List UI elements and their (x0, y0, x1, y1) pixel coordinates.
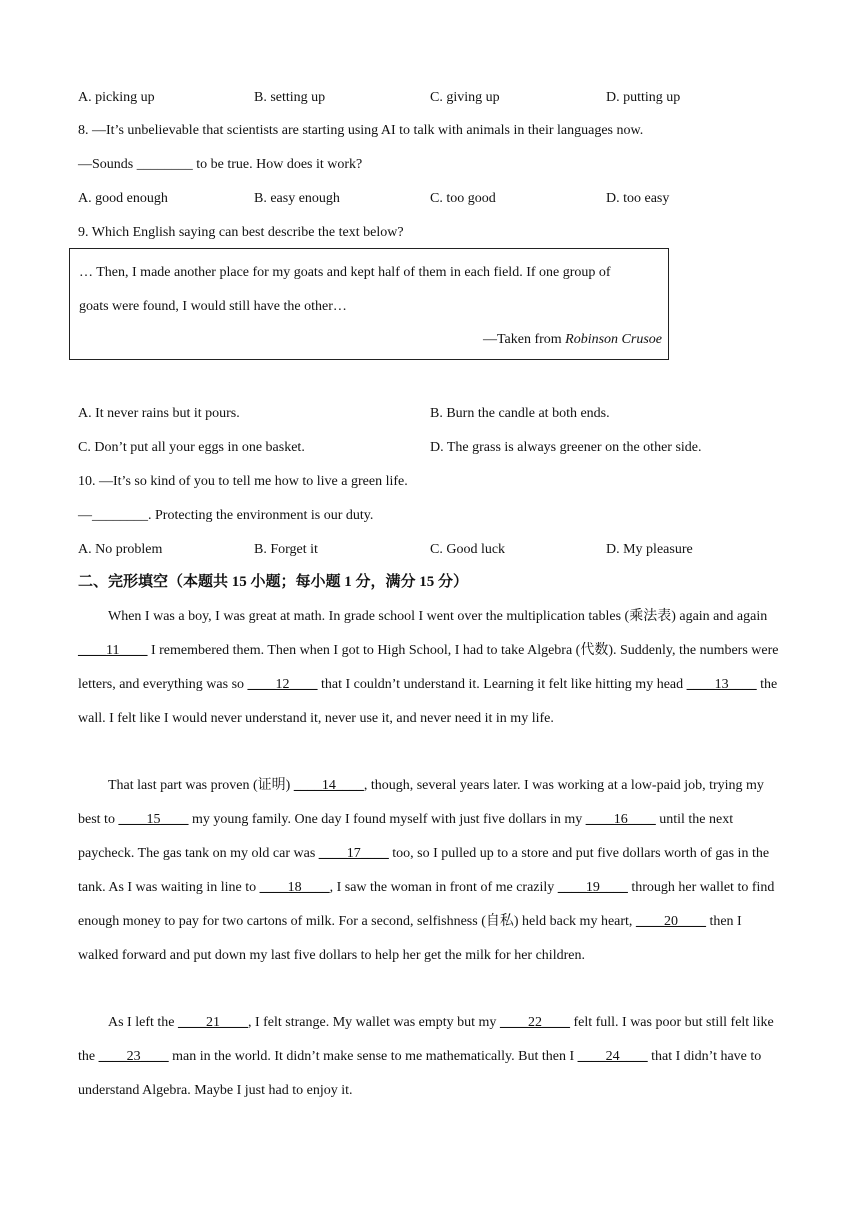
q9-quote-source (483, 332, 662, 348)
blank-12: ____12____ (247, 676, 318, 692)
q8-option-c: C. too good (430, 191, 496, 206)
q9-stem: 9. Which English saying can best describe the text below? (78, 225, 404, 240)
q8-option-d: D. too easy (606, 191, 670, 206)
q8-option-b: B. easy enough (254, 191, 340, 206)
q8-stem: 8. —It’s unbelievable that scientists are starting using AI to talk with animals in their languages now. (78, 123, 644, 138)
p2-text-3: my young family. One day I found myself with just five dollars in my (188, 811, 586, 827)
q10-reply-before: — (78, 508, 92, 523)
section-heading: 二、完形填空（本题共 15 小题；每小题 1 分，满分 15 分） (78, 574, 469, 590)
passage-paragraph-1 (78, 600, 783, 736)
p3-text-5: that I didn’t have to understand Algebra. Maybe I just had to enjoy it. (78, 1048, 762, 1098)
q7-option-c: C. giving up (430, 90, 500, 105)
blank-22: ____22____ (499, 1015, 570, 1030)
q10-stem: 10. —It’s so kind of you to tell me how to live a green life. (78, 474, 408, 489)
blank-16: ____16____ (585, 811, 656, 827)
blank-17: ____17____ (318, 845, 389, 861)
blank-14: ____14____ (293, 778, 364, 793)
passage-paragraph-3 (78, 1006, 783, 1108)
q7-option-b: B. setting up (254, 90, 326, 105)
q8-reply-blank: ________ (136, 157, 193, 172)
p2-text-6: , I saw the woman in front of me crazily (329, 879, 558, 895)
p3-text-3: felt full. I was poor but still felt like the (78, 1015, 774, 1064)
q9-option-d: D. The grass is always greener on the other side. (430, 440, 702, 455)
q9-option-a: A. It never rains but it pours. (78, 406, 240, 421)
q10-reply-blank: ________ (92, 508, 148, 523)
q8-reply-after: to be true. How does it work? (192, 157, 363, 172)
blank-23: ____23____ (98, 1048, 169, 1064)
q9-quote-line-2: goats were found, I would still have the other… (79, 299, 347, 314)
p1-text-3: that I couldn’t understand it. Learning it felt like hitting my head (317, 676, 687, 692)
q8-reply (78, 157, 362, 173)
p1-text-1: When I was a boy, I was great at math. In grade school I went over the multiplication tables (乘法表) again and again (108, 609, 768, 624)
q10-option-c: C. Good luck (430, 542, 506, 557)
q7-option-d: D. putting up (606, 90, 681, 105)
q10-option-a: A. No problem (78, 542, 163, 557)
p2-text-8: then I walked forward and put down my last five dollars to help her get the milk for her children. (78, 913, 742, 963)
p3-text-2: , I felt strange. My wallet was empty but my (247, 1015, 500, 1030)
q10-option-d: D. My pleasure (606, 542, 693, 557)
p1-text-4: the wall. I felt like I would never understand it, never use it, and never need it in my life. (78, 676, 778, 726)
blank-13: ____13____ (686, 676, 757, 692)
q8-reply-before: —Sounds (78, 157, 137, 172)
blank-15: ____15____ (118, 811, 189, 827)
p2-text-7: through her wallet to find enough money to pay for two cartons of milk. For a second, selfishness (自私) held back my heart, (78, 879, 775, 929)
q10-option-b: B. Forget it (254, 542, 318, 557)
blank-24: ____24____ (577, 1048, 648, 1064)
q10-reply-after: . Protecting the environment is our duty. (148, 508, 374, 523)
q9-option-c: C. Don’t put all your eggs in one basket. (78, 440, 305, 455)
q9-quote-line-1: … Then, I made another place for my goats and kept half of them in each field. If one group of (79, 265, 611, 280)
q7-option-a: A. picking up (78, 90, 155, 105)
q10-reply (78, 508, 373, 524)
q9-source-prefix: —Taken from (482, 332, 566, 347)
p2-text-4: until the next paycheck. The gas tank on my old car was (78, 811, 734, 861)
p3-text-1: As I left the (108, 1015, 178, 1030)
p1-text-2: I remembered them. Then when I got to High School, I had to take Algebra (代数). Suddenly, the numbers were letters, and everything was so (78, 642, 779, 692)
q9-option-b: B. Burn the candle at both ends. (430, 406, 610, 421)
p3-text-4: man in the world. It didn’t make sense to me mathematically. But then I (168, 1048, 578, 1064)
q9-quote-box (69, 248, 669, 360)
blank-11: ____11____ (78, 642, 148, 658)
p2-text-2: , though, several years later. I was working at a low-paid job, trying my best to (78, 778, 764, 827)
q8-option-a: A. good enough (78, 191, 168, 206)
p2-text-5: too, so I pulled up to a store and put five dollars worth of gas in the tank. As I was waiting in line to (78, 845, 770, 895)
blank-20: ____20____ (635, 913, 706, 929)
blank-19: ____19____ (557, 879, 628, 895)
blank-18: ____18____ (259, 879, 330, 895)
p2-text-1: That last part was proven (证明) (108, 778, 294, 793)
passage-paragraph-2 (78, 769, 783, 972)
q9-source-title: Robinson Crusoe (565, 332, 662, 347)
blank-21: ____21____ (177, 1015, 248, 1030)
